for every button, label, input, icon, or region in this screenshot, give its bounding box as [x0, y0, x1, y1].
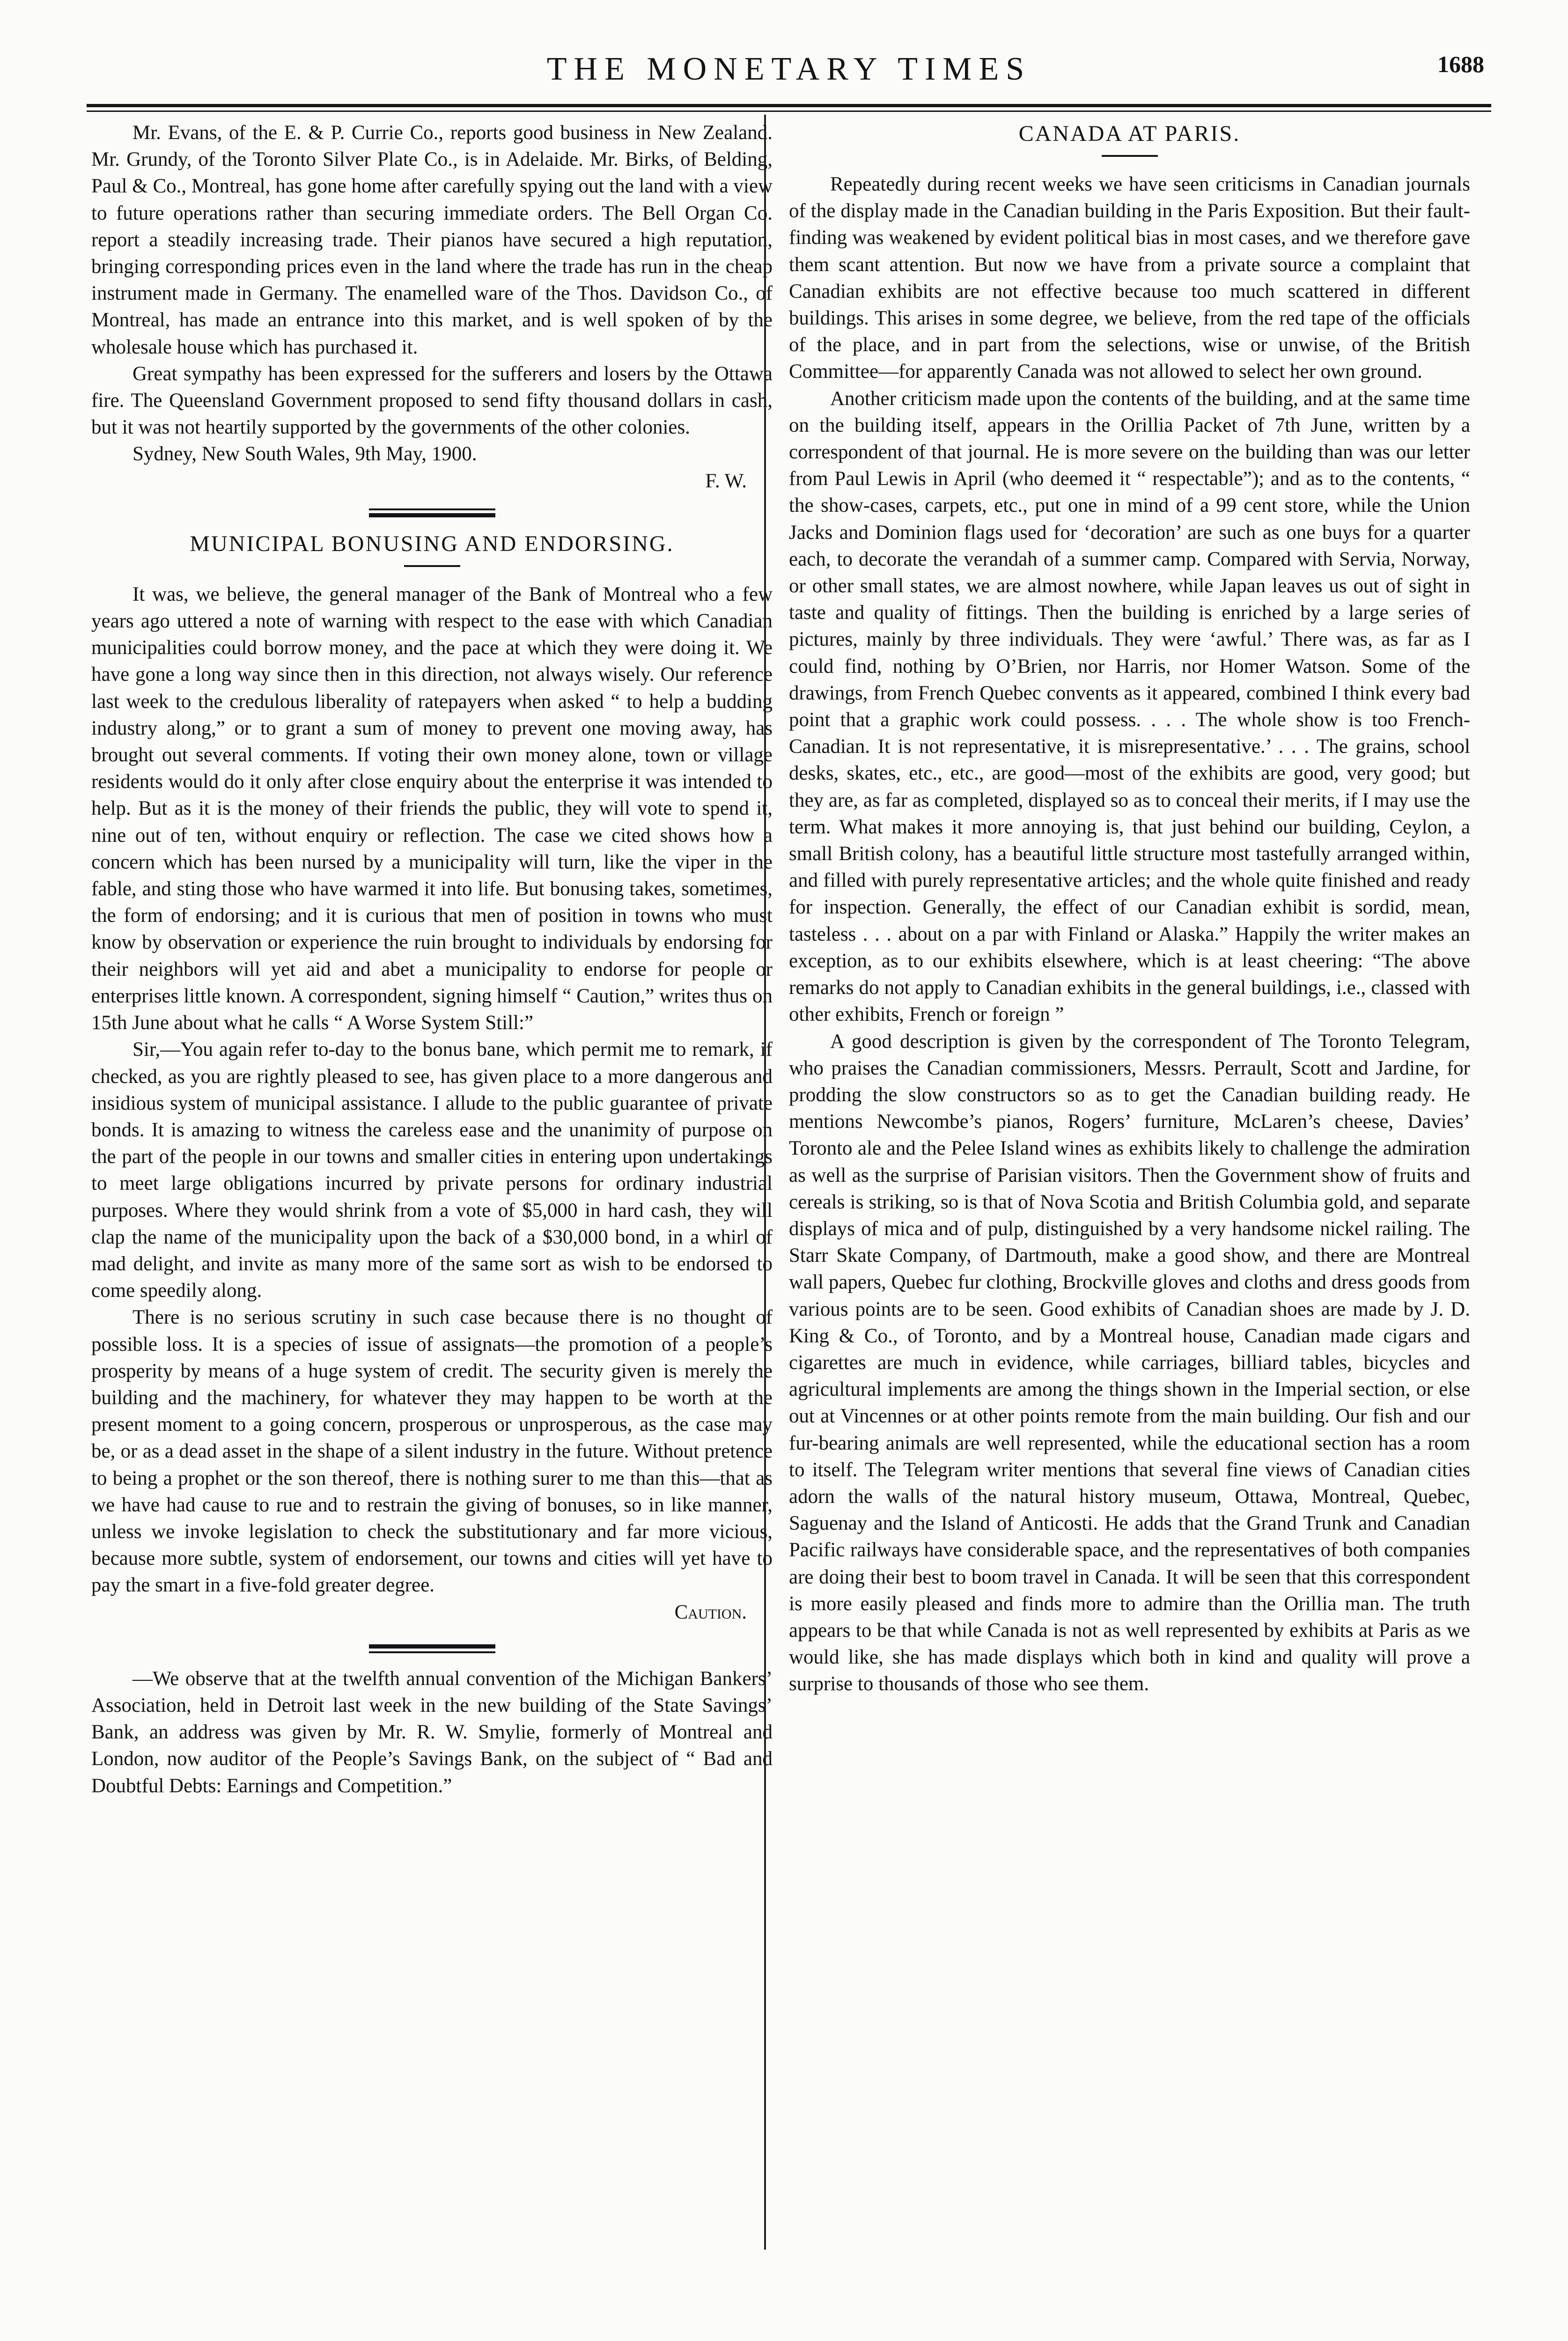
masthead-rule-thick	[87, 104, 1491, 107]
masthead	[87, 47, 1491, 98]
paragraph-michigan-bankers: —We observe that at the twelfth annual convention of the Michigan Bankers’ Association, held in Detroit last week in the new building of the State Savings’ Bank, an address was given by Mr. R. W. Smylie, formerly of Montreal and London, now auditor of the People’s Savings Bank, on the subject of “ Bad and Doubtful Debts: Earnings and Competition.”	[91, 1667, 773, 1797]
publication-title: THE MONETARY TIMES	[546, 51, 1031, 87]
heading-rule-right	[1102, 155, 1158, 157]
paragraph-letter-caution: Sir,—You again refer to-day to the bonus bane, which permit me to remark, if checked, as you are rightly pleased to see, has given place to a more dangerous and insidious system of municipal assistance. I allude to the public guarantee of private bonds. It is amazing to witness the careless ease and the unanimity of purpose on the part of the people in our towns and smaller cities in entering upon undertakings to meet large obligations incurred by private persons for ordinary industrial purposes. Where they would shrink from a vote of $5,000 in hard cash, they will clap the name of the municipality upon the back of a $30,000 bond, in a whirl of mad delight, and invite as many more of the same sort as wish to be endorsed to come speedily along.	[91, 1038, 773, 1302]
page-number: 1688	[1437, 51, 1484, 77]
section-heading-canada-at-paris: CANADA AT PARIS.	[1018, 121, 1241, 146]
masthead-rule-thin	[87, 110, 1491, 112]
paragraph-bank-warning: It was, we believe, the general manager of the Bank of Montreal who a few years ago uttered a note of warning with respect to the ease with which Canadian municipalities could borrow money, and the pace at which they were doing it. We have gone a long way since then in this direction, not always wisely. Our reference last week to the credulous liberality of ratepayers when asked “ to help a budding industry along,” or to grant a sum of money to prevent one moving away, has brought out several comments. If voting their own money alone, town or village residents would do it only after close enquiry about the enterprise it was intended to help. But as it is the money of their friends the public, they will vote to spend it, nine out of ten, without enquiry or reflection. The case we cited shows how a concern which has been nursed by a municipality will turn, like the viper in the fable, and sting those who have warmed it into life. But bonusing takes, sometimes, the form of endorsing; and it is curious that men of position in towns who must know by observation or experience the ruin brought to individuals by endorsing for their neighbors will yet aid and abet a municipality to endorse for people or enterprises little known. A correspondent, signing himself “ Caution,” writes thus on 15th June about what he calls “ A Worse System Still:”	[91, 583, 773, 1034]
section-divider	[369, 508, 495, 517]
dateline: Sydney, New South Wales, 9th May, 1900.	[133, 443, 477, 465]
paragraph-orillia-packet: Another criticism made upon the contents of the building, and at the same time on the building itself, appears in the Orillia Packet of 7th June, written by a correspondent of that journal. He is more severe on the building than was our letter from Paul Lewis in April (who deemed it “ respectable”); and as to the contents, “ the show-cases, carpets, etc., put one in mind of a 99 cent store, while the Union Jacks and Dominion flags used for ‘decoration’ are such as one buys for a quarter each, to decorate the verandah of a summer camp. Compared with Servia, Norway, or other small states, we are almost nowhere, while Japan leaves us out of sight in taste and quality of fittings. Then the building is enriched by a large series of pictures, mainly by three individuals. They were ‘awful.’ There was, as far as I could find, nothing by O’Brien, nor Harris, nor Homer Watson. Some of the drawings, from French Quebec convents as it appeared, combined I think every bad point that a graphic work could possess. . . . The whole show is too French-Canadian. It is not representative, it is misrepresentative.’ . . . The grains, school desks, skates, etc., etc., are good—most of the exhibits are good, very good; but they are, as far as completed, displayed so as to conceal their merits, if I may use the term. What makes it more annoying is, that just behind our building, Ceylon, a small British colony, has a beautiful little structure most tastefully arranged within, and filled with purely representative articles; and the whole quite finished and ready for inspection. Generally, the effect of our Canadian exhibit is sordid, mean, tasteless . . . about on a par with Finland or Alaska.” Happily the writer makes an exception, as to our exhibits elsewhere, which is at least cheering: “The above remarks do not apply to Canadian exhibits in the general buildings, i.e., classed with other exhibits, French or foreign ”	[789, 387, 1470, 1026]
heading-rule	[404, 565, 460, 567]
paragraph-criticisms: Repeatedly during recent weeks we have seen criticisms in Canadian journals of the display made in the Canadian building in the Paris Exposition. But their fault-finding was weakened by evident political bias in most cases, and we therefore gave them scant attention. But now we have from a private source a complaint that Canadian exhibits are not effective because too much scattered in different buildings. This arises in some degree, we believe, from the red tape of the officials of the place, and in part from the selections, wise or unwise, of the British Committee—for apparently Canada was not allowed to select her own ground.	[789, 173, 1470, 383]
paragraph-ottawa-fire: Great sympathy has been expressed for the sufferers and losers by the Ottawa fire. The Queensland Government proposed to send fifty thousand dollars in cash, but it was not heartily supported by the governments of the other colonies.	[91, 362, 773, 439]
left-column	[91, 119, 773, 1799]
paragraph-toronto-telegram: A good description is given by the correspondent of The Toronto Telegram, who praises the Canadian commissioners, Messrs. Perrault, Scott and Jardine, for prodding the slow constructors so as to get the Canadian building ready. He mentions Newcombe’s pianos, Rogers’ furniture, McLaren’s cheese, Davies’ Toronto ale and the Pelee Island wines as exhibits likely to challenge the admiration as well as the surprise of Parisian visitors. Then the Government show of fruits and cereals is striking, so is that of Nova Scotia and British Columbia gold, and separate displays of mica and of pulp, distinguished by a very handsome nickel railing. The Starr Skate Company, of Dartmouth, make a good show, and there are Montreal wall papers, Quebec fur clothing, Brockville gloves and cloths and dress goods from various points are to be seen. Good exhibits of Canadian shoes are made by J. D. King & Co., of Toronto, and by a Montreal house, Canadian made cigars and cigarettes are much in evidence, while carriages, billiard tables, bicycles and agricultural implements are among the things shown in the Imperial section, or else out at Vincennes or at other points remote from the main building. Our fish and our fur-bearing animals are well represented, while the educational section has a room to itself. The Telegram writer mentions that several fine views of Canadian cities adorn the walls of the natural history museum, Ottawa, Montreal, Quebec, Saguenay and the Island of Anticosti. He adds that the Grand Trunk and Canadian Pacific railways have considerable space, and the representatives of both companies are doing their best to boom travel in Canada. It will be seen that this correspondent is more easily pleased and finds more to admire than the Orillia man. The truth appears to be that while Canada is not as well represented by exhibits at Paris as we would like, she has made displays which both in kind and quality will prove a surprise to thousands of those who see them.	[789, 1030, 1470, 1695]
paragraph-scrutiny: There is no serious scrutiny in such case because there is no thought of possible loss. It is a species of issue of assignats—the promotion of a people’s prosperity by means of a huge system of credit. The security given is merely the building and the machinery, for whatever they may happen to be worth at the present moment to a going concern, prosperous or unprosperous, as the case may be, or as a dead asset in the shape of a silent industry in the future. Without pretence to being a prophet or the son thereof, there is nothing surer to me than this—that as we have had cause to rue and to restrain the giving of bonuses, so in like manner, unless we invoke legislation to check the substitutionary and far more vicious, because more subtle, system of endorsement, our towns and cities will yet have to pay the smart in a five-fold greater degree.	[91, 1306, 773, 1597]
caution-signature: Caution.	[674, 1601, 747, 1623]
section-divider-2	[369, 1644, 495, 1653]
section-heading-municipal-bonusing: MUNICIPAL BONUSING AND ENDORSING.	[190, 531, 674, 556]
letter-signature: F. W.	[705, 470, 747, 492]
paragraph-trade-report: Mr. Evans, of the E. & P. Currie Co., reports good business in New Zealand. Mr. Grundy, of the Toronto Silver Plate Co., is in Adelaide. Mr. Birks, of Belding, Paul & Co., Montreal, has gone home after carefully spying out the land with a view to future operations rather than securing immediate orders. The Bell Organ Co. report a steadily increasing trade. Their pianos have secured a high reputation, bringing corresponding prices even in the land where the trade has run in the cheap instrument made in Germany. The enamelled ware of the Thos. Davidson Co., of Montreal, has made an entrance into this market, and is well spoken of by the wholesale house which has purchased it.	[91, 122, 773, 358]
right-column	[789, 119, 1470, 1698]
